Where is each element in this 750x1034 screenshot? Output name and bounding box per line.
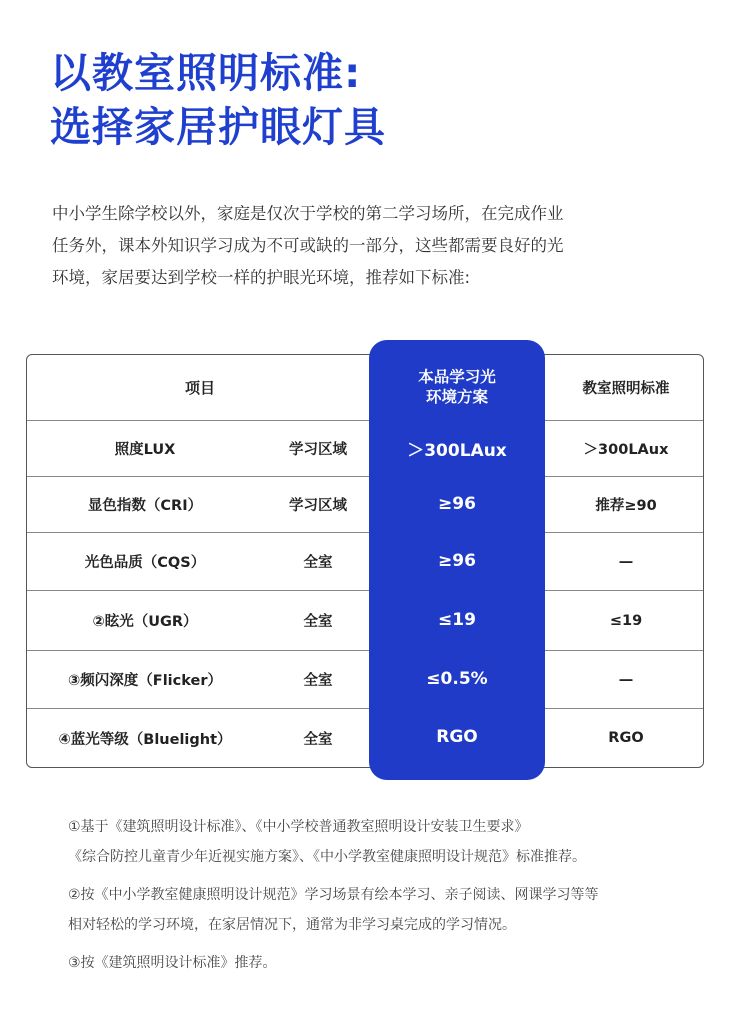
intro-line-1: 中小学生除学校以外，家庭是仅次于学校的第二学习场所，在完成作业 xyxy=(52,204,564,223)
intro-paragraph xyxy=(52,198,692,294)
table-row xyxy=(27,477,703,533)
row-area: 全室 xyxy=(303,731,333,748)
footnote-1-line-2: 《综合防控儿童青少年近视实施方案》、《中小学教室健康照明设计规范》标准推荐。 xyxy=(68,849,586,865)
headline-line-1: 以教室照明标准: xyxy=(50,49,362,97)
table-row xyxy=(27,533,703,591)
standards-table xyxy=(26,354,704,768)
intro-line-2: 任务外，课本外知识学习成为不可或缺的一部分，这些都需要良好的光 xyxy=(52,236,564,255)
row-item: 照度LUX xyxy=(114,442,176,458)
row-item: ④蓝光等级（Bluelight） xyxy=(58,731,232,748)
footnote-3 xyxy=(68,948,708,978)
header-item: 项目 xyxy=(184,379,215,397)
row-area: 学习区域 xyxy=(289,498,347,514)
row-standard: — xyxy=(618,553,634,570)
footnote-2-line-2: 相对轻松的学习环境，在家居情况下，通常为非学习桌完成的学习情况。 xyxy=(68,917,516,933)
row-area: 学习区域 xyxy=(289,442,347,458)
row-product: ≥96 xyxy=(438,494,476,514)
intro-line-3: 环境，家居要达到学校一样的护眼光环境，推荐如下标准: xyxy=(52,268,471,287)
row-product: ≤19 xyxy=(438,610,476,630)
row-item: 光色品质（CQS） xyxy=(84,555,206,571)
row-product: RGO xyxy=(436,727,478,747)
table-row xyxy=(27,421,703,477)
table-row xyxy=(27,651,703,709)
row-product: ＞300LAux xyxy=(407,440,507,461)
row-area: 全室 xyxy=(303,673,333,689)
row-standard: 推荐≥90 xyxy=(595,498,657,514)
footnote-2-line-1: ②按《中小学教室健康照明设计规范》学习场景有绘本学习、亲子阅读、网课学习等等 xyxy=(68,887,599,903)
row-item: ②眩光（UGR） xyxy=(92,614,198,630)
row-standard: ＞300LAux xyxy=(583,442,669,458)
row-item: 显色指数（CRI） xyxy=(87,498,203,514)
row-area: 全室 xyxy=(303,614,333,630)
row-item: ③频闪深度（Flicker） xyxy=(68,673,222,689)
row-standard: ≤19 xyxy=(609,612,643,629)
row-standard: RGO xyxy=(608,730,644,746)
footnote-1-line-1: ①基于《建筑照明设计标准》、《中小学校普通教室照明设计安装卫生要求》 xyxy=(68,819,529,835)
row-standard: — xyxy=(618,671,634,688)
table-row xyxy=(27,709,703,767)
headline-line-2: 选择家居护眼灯具 xyxy=(50,103,386,151)
page-headline xyxy=(50,46,386,154)
footnote-3-line-1: ③按《建筑照明设计标准》推荐。 xyxy=(68,955,277,971)
header-standard: 教室照明标准 xyxy=(582,381,670,397)
row-product: ≥96 xyxy=(438,551,476,571)
header-product-line-2: 环境方案 xyxy=(425,388,488,406)
footnote-2 xyxy=(68,880,708,940)
table-row xyxy=(27,591,703,651)
footnote-1 xyxy=(68,812,708,872)
footnotes xyxy=(68,812,708,986)
header-product xyxy=(369,354,545,420)
row-area: 全室 xyxy=(303,555,333,571)
row-product: ≤0.5% xyxy=(426,669,488,689)
header-product-line-1: 本品学习光 xyxy=(418,368,496,386)
table-header-row xyxy=(27,355,703,421)
